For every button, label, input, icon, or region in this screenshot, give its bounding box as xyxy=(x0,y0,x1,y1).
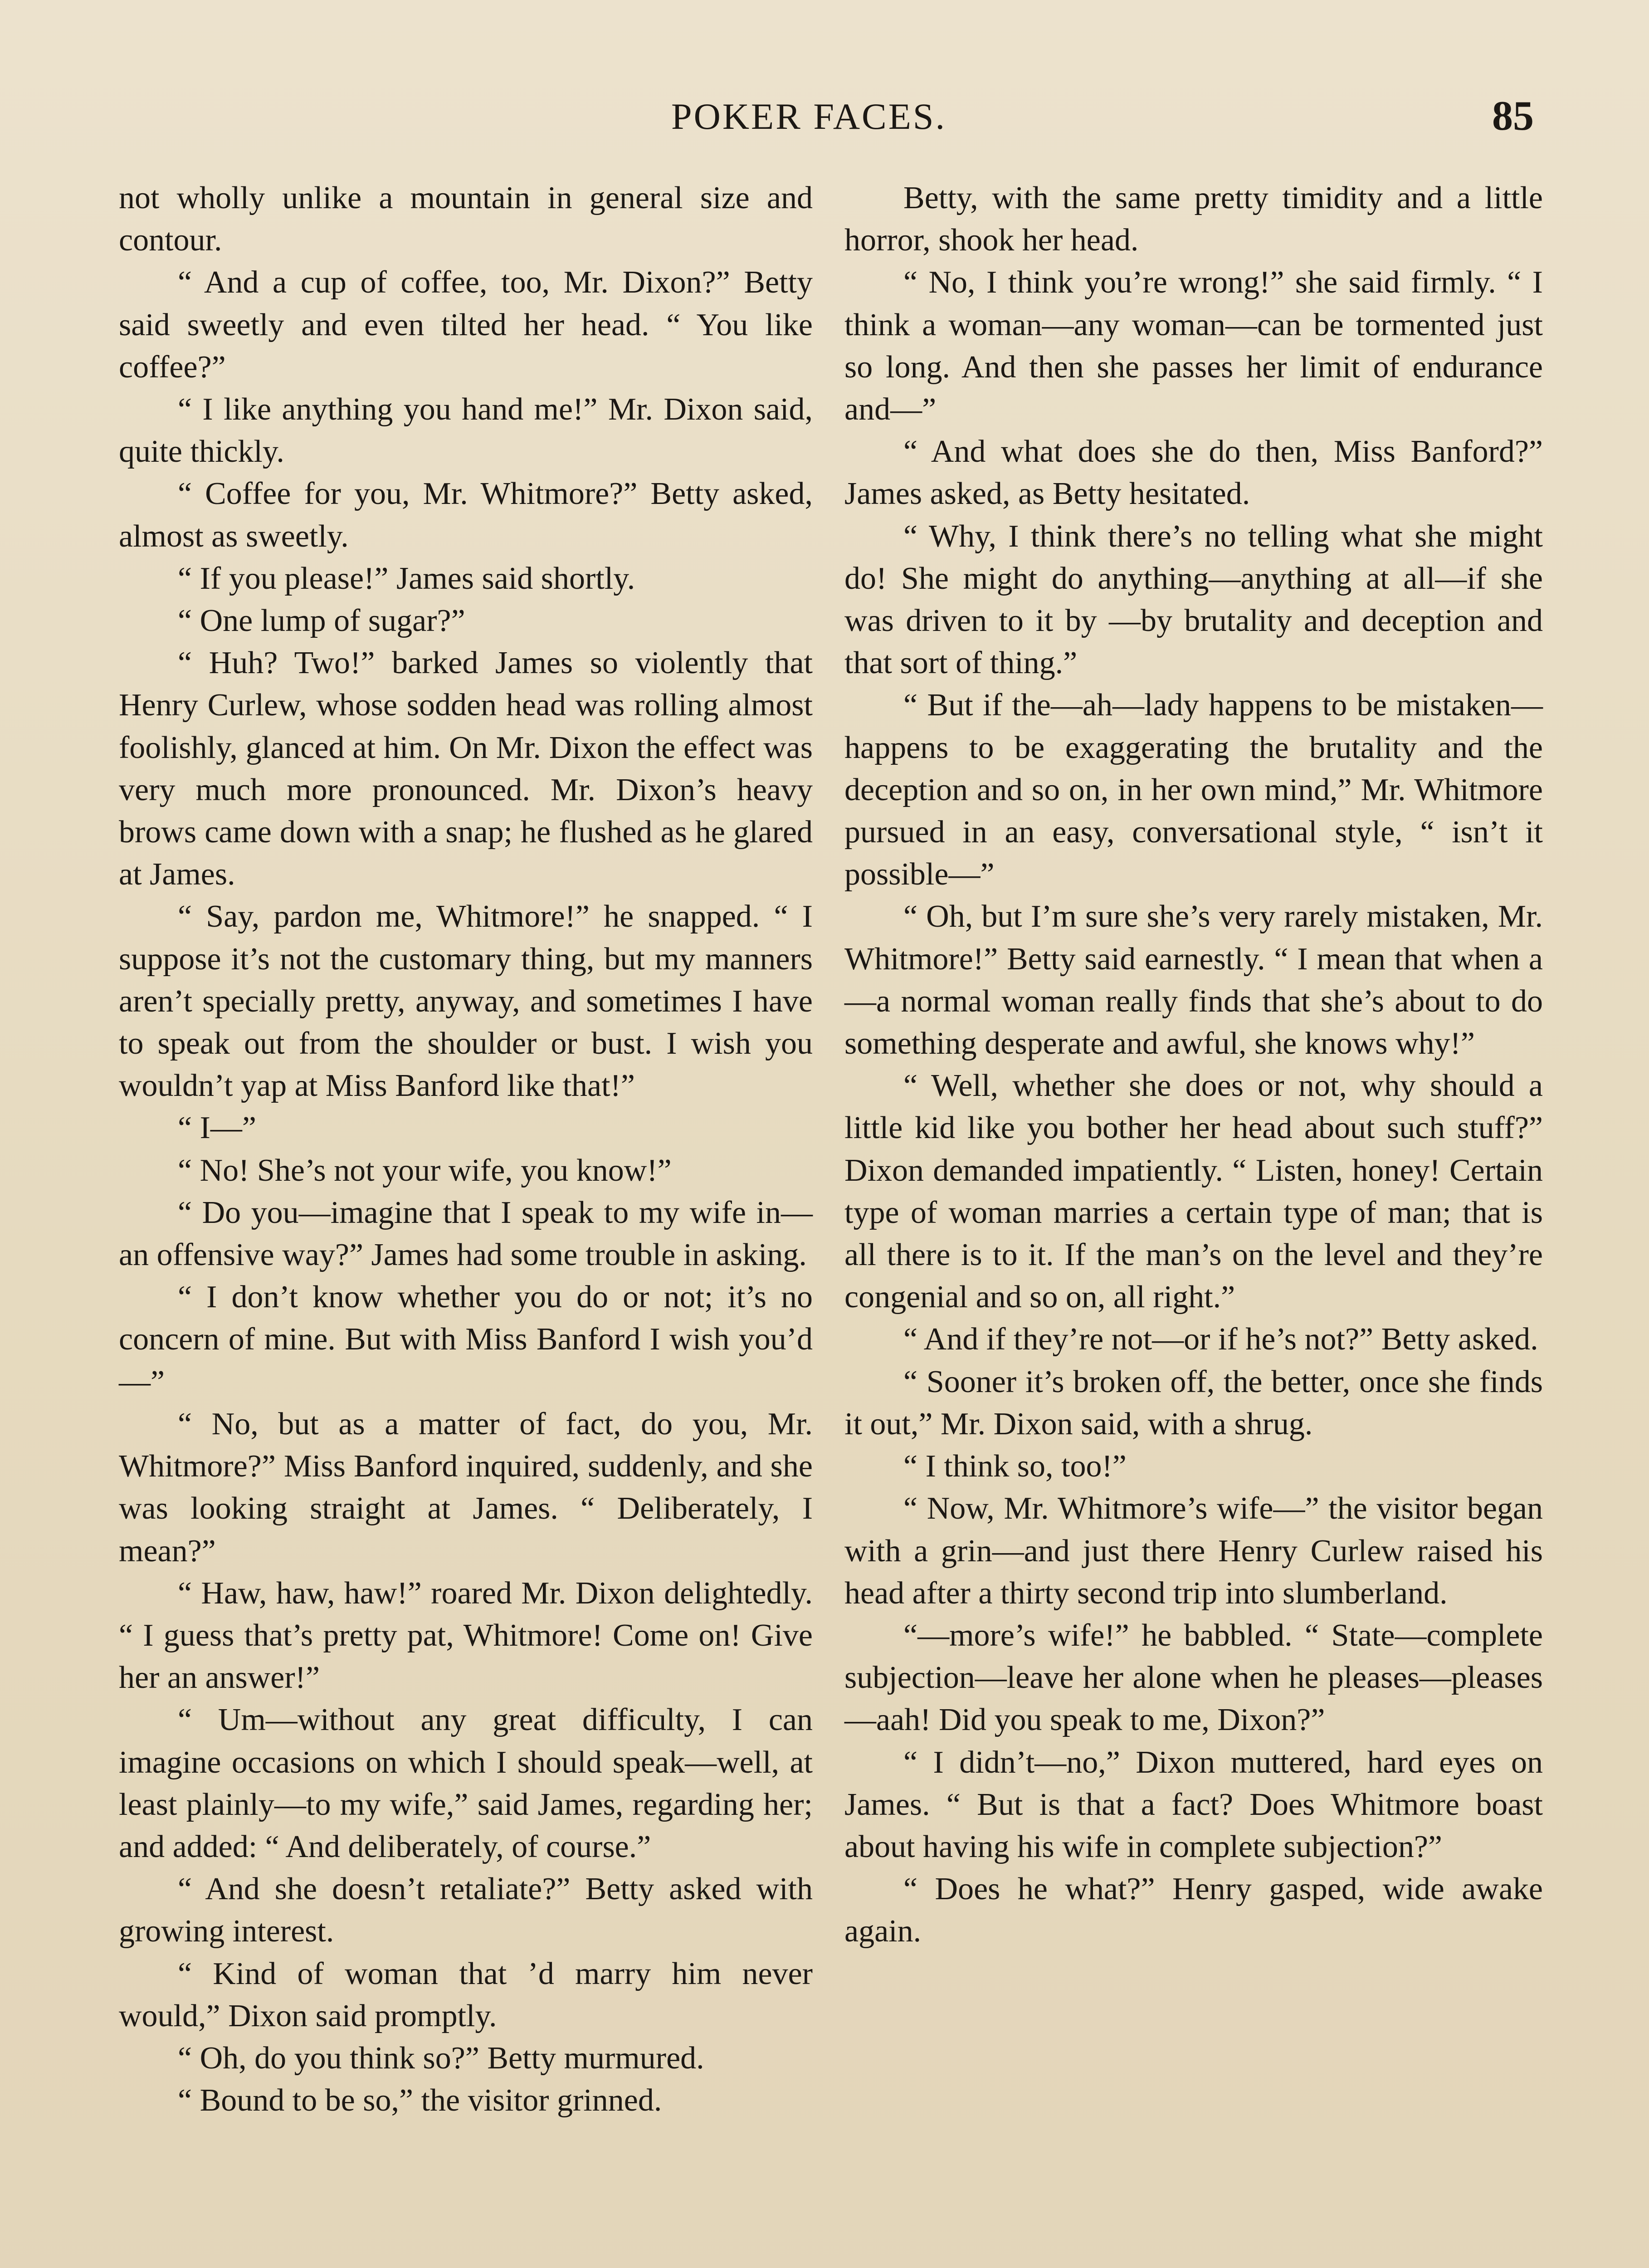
paragraph: “ Well, whether she does or not, why should a little kid like you bother her head about such stuff?” Dixon demanded impatiently. “ Listen, honey! Certain type of woman marries a certain type of man; that is all there is to it. If the man’s on the level and they’re congenial and so on, all right.” xyxy=(844,1068,1543,1315)
paragraph: “ Why, I think there’s no telling what she might do! She might do anything—anything at all—if she was driven to it by —by brutality and deception and that sort of thing.” xyxy=(844,518,1543,681)
paragraph: “ Bound to be so,” the visitor grinned. xyxy=(178,2083,662,2118)
paragraph: “ Oh, do you think so?” Betty murmured. xyxy=(178,2040,704,2076)
paragraph: “ Sooner it’s broken off, the better, once she finds it out,” Mr. Dixon said, with a shrug. xyxy=(844,1364,1543,1442)
page-header xyxy=(0,95,1649,154)
paragraph: “ Haw, haw, haw!” roared Mr. Dixon delightedly. “ I guess that’s pretty pat, Whitmore! Come on! Give her an answer!” xyxy=(119,1575,813,1696)
paragraph: “ Kind of woman that ’d marry him never would,” Dixon said promptly. xyxy=(119,1956,813,2033)
paragraph: “ And if they’re not—or if he’s not?” Betty asked. xyxy=(903,1322,1538,1357)
paragraph: “ If you please!” James said shortly. xyxy=(178,561,635,596)
paragraph: “ No, I think you’re wrong!” she said firmly. “ I think a woman—any woman—can be tormented just so long. And then she passes her limit of endurance and—” xyxy=(844,265,1543,427)
paragraph: “ And she doesn’t retaliate?” Betty asked with growing interest. xyxy=(119,1872,813,1949)
paragraph: “ Does he what?” Henry gasped, wide awake again. xyxy=(844,1872,1543,1949)
paragraph: “ I—” xyxy=(178,1110,256,1146)
paragraph: Betty, with the same pretty timidity and a little horror, shook her head. xyxy=(844,181,1543,258)
paragraph: “—more’s wife!” he babbled. “ State—complete subjection—leave her alone when he pleases—pleases—aah! Did you speak to me, Dixon?” xyxy=(844,1618,1543,1738)
paragraph: “ No, but as a matter of fact, do you, Mr. Whitmore?” Miss Banford inquired, suddenly, and she was looking straight at James. “ Deliberately, I mean?” xyxy=(119,1406,813,1569)
paragraph: “ And what does she do then, Miss Banford?” James asked, as Betty hesitated. xyxy=(844,434,1543,512)
paragraph: “ And a cup of coffee, too, Mr. Dixon?” Betty said sweetly and even tilted her head. “ You like coffee?” xyxy=(119,265,813,385)
paragraph: “ One lump of sugar?” xyxy=(178,603,465,639)
paragraph: “ But if the—ah—lady happens to be mistaken—happens to be exaggerating the brutality and the deception and so on, in her own mind,” Mr. Whitmore pursued in an easy, conversational style, “ isn’t it possible—” xyxy=(844,688,1543,892)
paragraph: “ Um—without any great difficulty, I can imagine occasions on which I should speak—well, at least plainly—to my wife,” said James, regarding her; and added: “ And deliberately, of course.” xyxy=(119,1702,813,1864)
paragraph: “ I don’t know whether you do or not; it’s no concern of mine. But with Miss Banford I wish you’d—” xyxy=(119,1280,813,1399)
page-number: 85 xyxy=(1492,93,1534,139)
paragraph: “ Huh? Two!” barked James so violently that Henry Curlew, whose sodden head was rolling almost foolishly, glanced at him. On Mr. Dixon the effect was very much more pronounced. Mr. Dixon’s heavy brows came down with a snap; he flushed as he glared at James. xyxy=(119,645,813,892)
paragraph: “ Coffee for you, Mr. Whitmore?” Betty asked, almost as sweetly. xyxy=(119,476,813,554)
right-text-column xyxy=(844,177,1543,1953)
paragraph: not wholly unlike a mountain in general size and contour. xyxy=(119,181,813,258)
paragraph: “ Oh, but I’m sure she’s very rarely mistaken, Mr. Whitmore!” Betty said earnestly. “ I mean that when a—a normal woman really finds that she’s about to do something desperate and awful, she knows why!” xyxy=(844,899,1543,1061)
paragraph: “ I think so, too!” xyxy=(903,1449,1127,1484)
paragraph: “ I didn’t—no,” Dixon muttered, hard eyes on James. “ But is that a fact? Does Whitmore boast about having his wife in complete subjection?” xyxy=(844,1745,1543,1864)
left-text-column xyxy=(119,177,813,2121)
running-title: POKER FACES. xyxy=(671,96,946,137)
paragraph: “ I like anything you hand me!” Mr. Dixon said, quite thickly. xyxy=(119,392,813,469)
paragraph: “ Do you—imagine that I speak to my wife in—an offensive way?” James had some trouble in asking. xyxy=(119,1195,813,1273)
paragraph: “ No! She’s not your wife, you know!” xyxy=(178,1153,672,1188)
paragraph: “ Now, Mr. Whitmore’s wife—” the visitor began with a grin—and just there Henry Curlew raised his head after a thirty second trip into slumberland. xyxy=(844,1491,1543,1611)
paragraph: “ Say, pardon me, Whitmore!” he snapped. “ I suppose it’s not the customary thing, but my manners aren’t specially pretty, anyway, and sometimes I have to speak out from the shoulder or bust. I wish you wouldn’t yap at Miss Banford like that!” xyxy=(119,899,813,1104)
